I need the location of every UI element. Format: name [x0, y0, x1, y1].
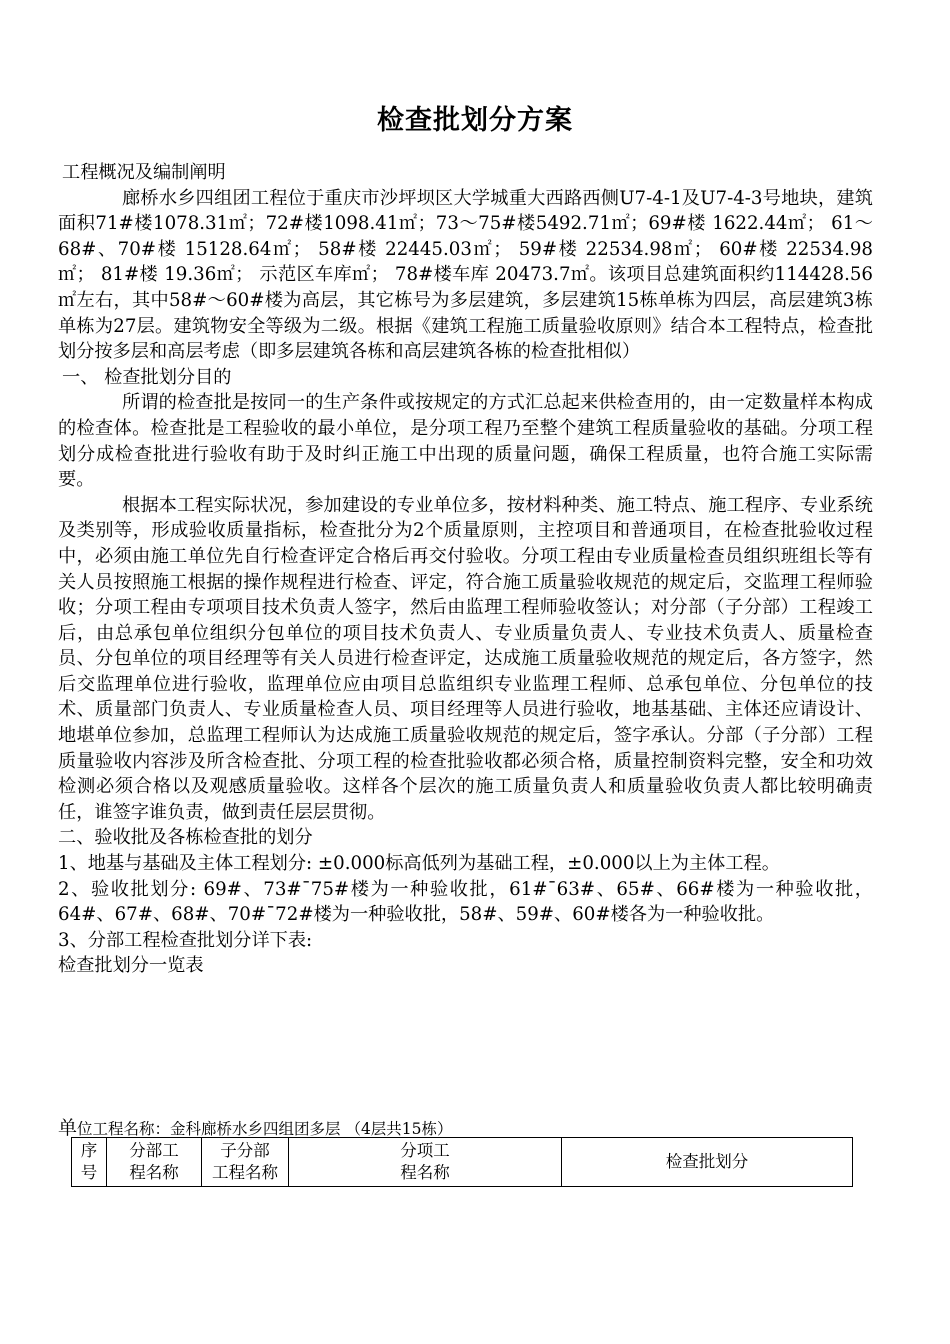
division-item-1: 1、地基与基础及主体工程划分: ±0.000标高低列为基础工程，±0.000以上为主体工程。 — [58, 853, 780, 875]
header-line: 程名称 — [129, 1163, 179, 1182]
division-item-2: 2、验收批划分: 69#、73#¯75#楼为一种验收批，61#¯63#、65#、66#楼为一种验收批，64#、67#、68#、70#¯72#楼为一种验收批，58#、59#、60#楼各为一种验收批。 — [58, 878, 873, 926]
table-caption: 检查批划分一览表 — [58, 955, 204, 977]
overview-paragraph: 廊桥水乡四组团工程位于重庆市沙坪坝区大学城重大西路西侧U7-4-1及U7-4-3号地块，建筑面积71#楼1078.31㎡；72#楼1098.41㎡；73～75#楼5492.71㎡；69#楼 1622.44㎡； 61～68#、70#楼 15128.64㎡； 58#楼 22445.03㎡； 59#楼 22534.98㎡； 60#楼 22534.98㎡； 81#楼 19.36㎡； 示范区车库㎡； 78#楼车库 20473.7㎡。该项目总建筑面积约114428.56㎡左右，其中58#～60#楼为高层，其它栋号为多层建筑，多层建筑15栋单栋为四层，高层建筑3栋单栋为27层。建筑物安全等级为二级。根据《建筑工程施工质量验收原则》结合本工程特点，检查批划分按多层和高层考虑（即多层建筑各栋和高层建筑各栋的检查批相似） — [58, 187, 873, 363]
document-body — [58, 160, 873, 979]
header-cell-batch-division — [562, 1138, 853, 1187]
header-line: 检查批划分 — [665, 1152, 749, 1171]
unit-name-text: 位工程名称：金科廊桥水乡四组团多层 （4层共15栋） — [77, 1120, 453, 1138]
header-cell-subdivision — [202, 1138, 289, 1187]
inspection-batch-table — [71, 1137, 853, 1187]
division-item-3: 3、分部工程检查批划分详下表: — [58, 929, 313, 951]
header-line: 工程名称 — [212, 1163, 278, 1182]
overview-heading: 工程概况及编制阐明 — [62, 162, 226, 183]
division-heading: 二、验收批及各栋检查批的划分 — [58, 827, 313, 849]
header-cell-seq — [72, 1138, 107, 1187]
header-line: 分项工 — [400, 1141, 450, 1160]
document-title: 检查批划分方案 — [377, 105, 573, 136]
purpose-heading: 一、 检查批划分目的 — [62, 366, 232, 388]
unit-project-name — [58, 1113, 453, 1140]
header-line: 分部工 — [129, 1141, 179, 1160]
header-line: 子分部 — [220, 1141, 270, 1160]
purpose-paragraph-2: 根据本工程实际状况，参加建设的专业单位多，按材料种类、施工特点、施工程序、专业系统及类别等，形成验收质量指标，检查批分为2个质量原则，主控项目和普通项目，在检查批验收过程中，必须由施工单位先自行检查评定合格后再交付验收。分项工程由专业质量检查员组织班组长等有关人员按照施工根据的操作规程进行检查、评定，符合施工质量验收规范的规定后，交监理工程师验收；分项工程由专项项目技术负责人签字，然后由监理工程师验收签认；对分部（子分部）工程竣工后，由总承包单位组织分包单位的项目技术负责人、专业质量负责人、专业技术负责人、质量检查员、分包单位的项目经理等有关人员进行检查评定，达成施工质量验收规范的规定后，各方签字，然后交监理单位进行验收，监理单位应由项目总监组织专业监理工程师、总承包单位、分包单位的技术、质量部门负责人、专业质量检查人员、项目经理等人员进行验收，地基基础、主体还应请设计、地堪单位参加，总监理工程师认为达成施工质量验收规范的规定后，签字承认。分部（子分部）工程质量验收内容涉及所含检查批、分项工程的检查批验收都必须合格，质量控制资料完整，安全和功效检测必须合格以及观感质量验收。这样各个层次的施工质量负责人和质量验收负责人都比较明确责任，谁签字谁负责，做到责任层层贯彻。 — [58, 494, 873, 823]
header-line: 序 — [80, 1141, 98, 1160]
header-cell-division — [107, 1138, 202, 1187]
purpose-paragraph-1: 所谓的检查批是按同一的生产条件或按规定的方式汇总起来供检查用的，由一定数量样本构成的检查体。检查批是工程验收的最小单位，是分项工程乃至整个建筑工程质量验收的基础。分项工程划分成检查批进行验收有助于及时纠正施工中出现的质量问题，确保工程质量，也符合施工实际需要。 — [58, 392, 873, 491]
header-cell-subitem — [289, 1138, 562, 1187]
header-line: 号 — [80, 1163, 98, 1182]
unit-first-char: 单 — [58, 1117, 78, 1139]
table-header-row — [72, 1138, 853, 1187]
header-line: 程名称 — [400, 1163, 450, 1182]
